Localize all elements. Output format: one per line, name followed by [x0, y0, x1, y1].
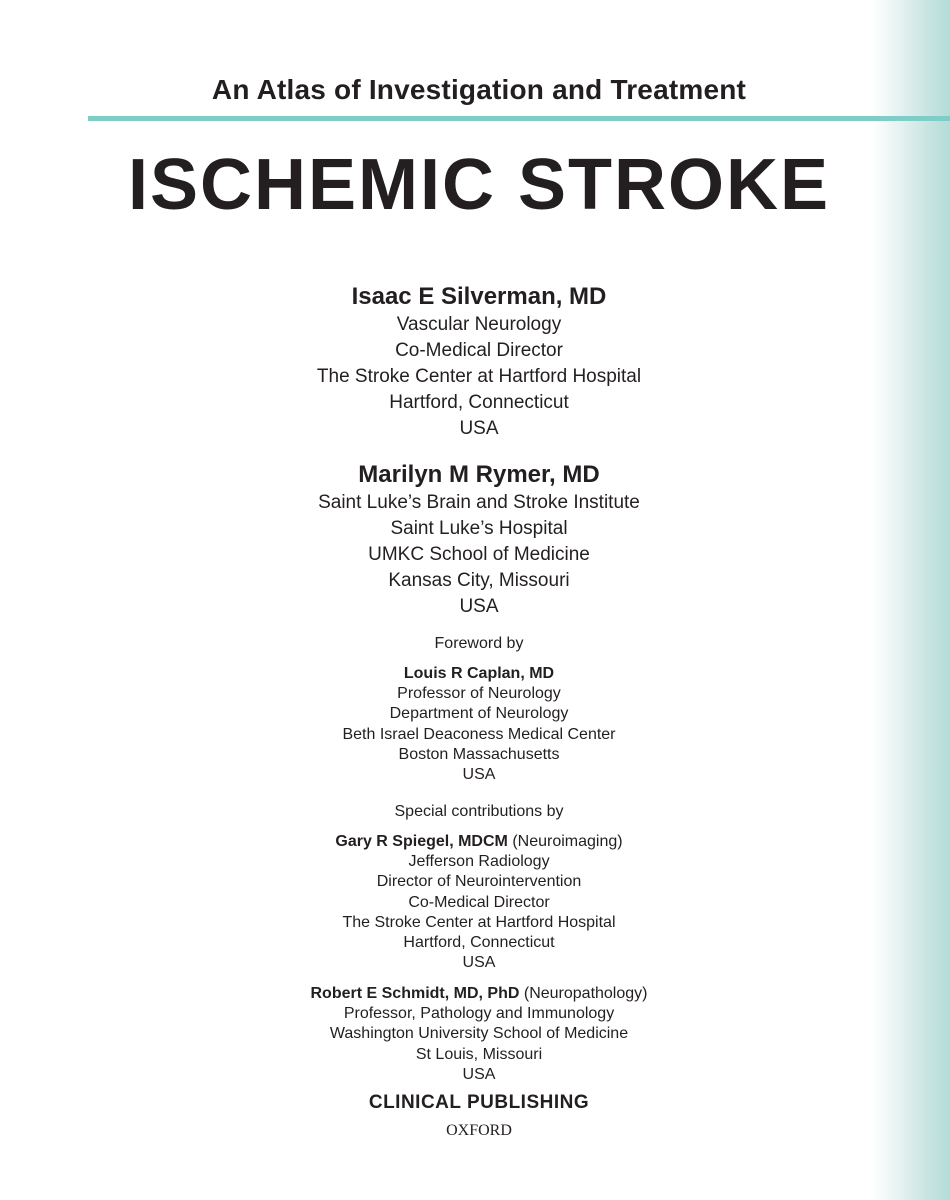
foreword-block	[0, 664, 950, 785]
contributor-affiliation-line: Washington University School of Medicine	[329, 1025, 629, 1043]
contributor-name: Robert E Schmidt, MD, PhD	[310, 985, 520, 1002]
foreword-heading: Foreword by	[434, 635, 524, 652]
author-affiliation-line: Co-Medical Director	[395, 340, 563, 361]
contributor-affiliation-line: USA	[462, 954, 496, 972]
contributor-role: (Neuropathology)	[523, 985, 648, 1002]
author-affiliation-line: Hartford, Connecticut	[389, 392, 569, 413]
contributor-affiliation-line: Co-Medical Director	[408, 893, 550, 911]
title-rule	[88, 116, 950, 121]
author-affiliation-line: Saint Luke’s Brain and Stroke Institute	[318, 492, 640, 513]
contributor-affiliation-line: Hartford, Connecticut	[403, 934, 555, 952]
contributor-block-2	[0, 984, 950, 1085]
foreword-affiliation-line: Professor of Neurology	[397, 685, 561, 703]
author-name: Isaac E Silverman, MD	[351, 283, 607, 310]
author-affiliation-line: USA	[459, 418, 499, 439]
contributions-label	[0, 801, 950, 823]
author-affiliation-line: UMKC School of Medicine	[368, 544, 590, 565]
foreword-affiliation-line: USA	[462, 766, 496, 784]
author-affiliation-line: USA	[459, 596, 499, 617]
author-affiliation-line: Kansas City, Missouri	[388, 570, 570, 591]
author-affiliation-line: Vascular Neurology	[396, 314, 562, 335]
contributor-affiliation-line: Professor, Pathology and Immunology	[343, 1005, 615, 1023]
author-block-1	[0, 282, 950, 442]
foreword-author-name: Louis R Caplan, MD	[403, 665, 555, 682]
contributor-affiliation-line: The Stroke Center at Hartford Hospital	[342, 913, 616, 931]
author-name: Marilyn M Rymer, MD	[358, 461, 600, 488]
contributor-name-line	[0, 832, 950, 852]
contributor-name: Gary R Spiegel, MDCM	[335, 833, 508, 850]
foreword-affiliation-line: Boston Massachusetts	[398, 745, 560, 763]
contributions-heading: Special contributions by	[394, 803, 564, 820]
contributor-affiliation-line: St Louis, Missouri	[415, 1045, 543, 1063]
author-affiliation-line: Saint Luke’s Hospital	[390, 518, 568, 539]
publisher-city: OXFORD	[446, 1122, 512, 1139]
contributor-affiliation-line: Director of Neurointervention	[376, 873, 582, 891]
foreword-label	[0, 633, 950, 655]
foreword-affiliation-line: Department of Neurology	[389, 705, 569, 723]
author-affiliation-line: The Stroke Center at Hartford Hospital	[316, 366, 642, 387]
foreword-affiliation-line: Beth Israel Deaconess Medical Center	[342, 725, 616, 743]
publisher-name: CLINICAL PUBLISHING	[368, 1092, 590, 1113]
publisher-block	[0, 1091, 950, 1142]
book-title: ISCHEMIC STROKE	[127, 145, 831, 225]
author-block-2	[0, 460, 950, 620]
contributor-affiliation-line: USA	[462, 1065, 496, 1083]
contributor-block-1	[0, 832, 950, 973]
contributor-name-line	[0, 984, 950, 1004]
contributor-role: (Neuroimaging)	[512, 833, 623, 850]
book-subtitle: An Atlas of Investigation and Treatment	[211, 74, 747, 105]
contributor-affiliation-line: Jefferson Radiology	[408, 853, 550, 871]
